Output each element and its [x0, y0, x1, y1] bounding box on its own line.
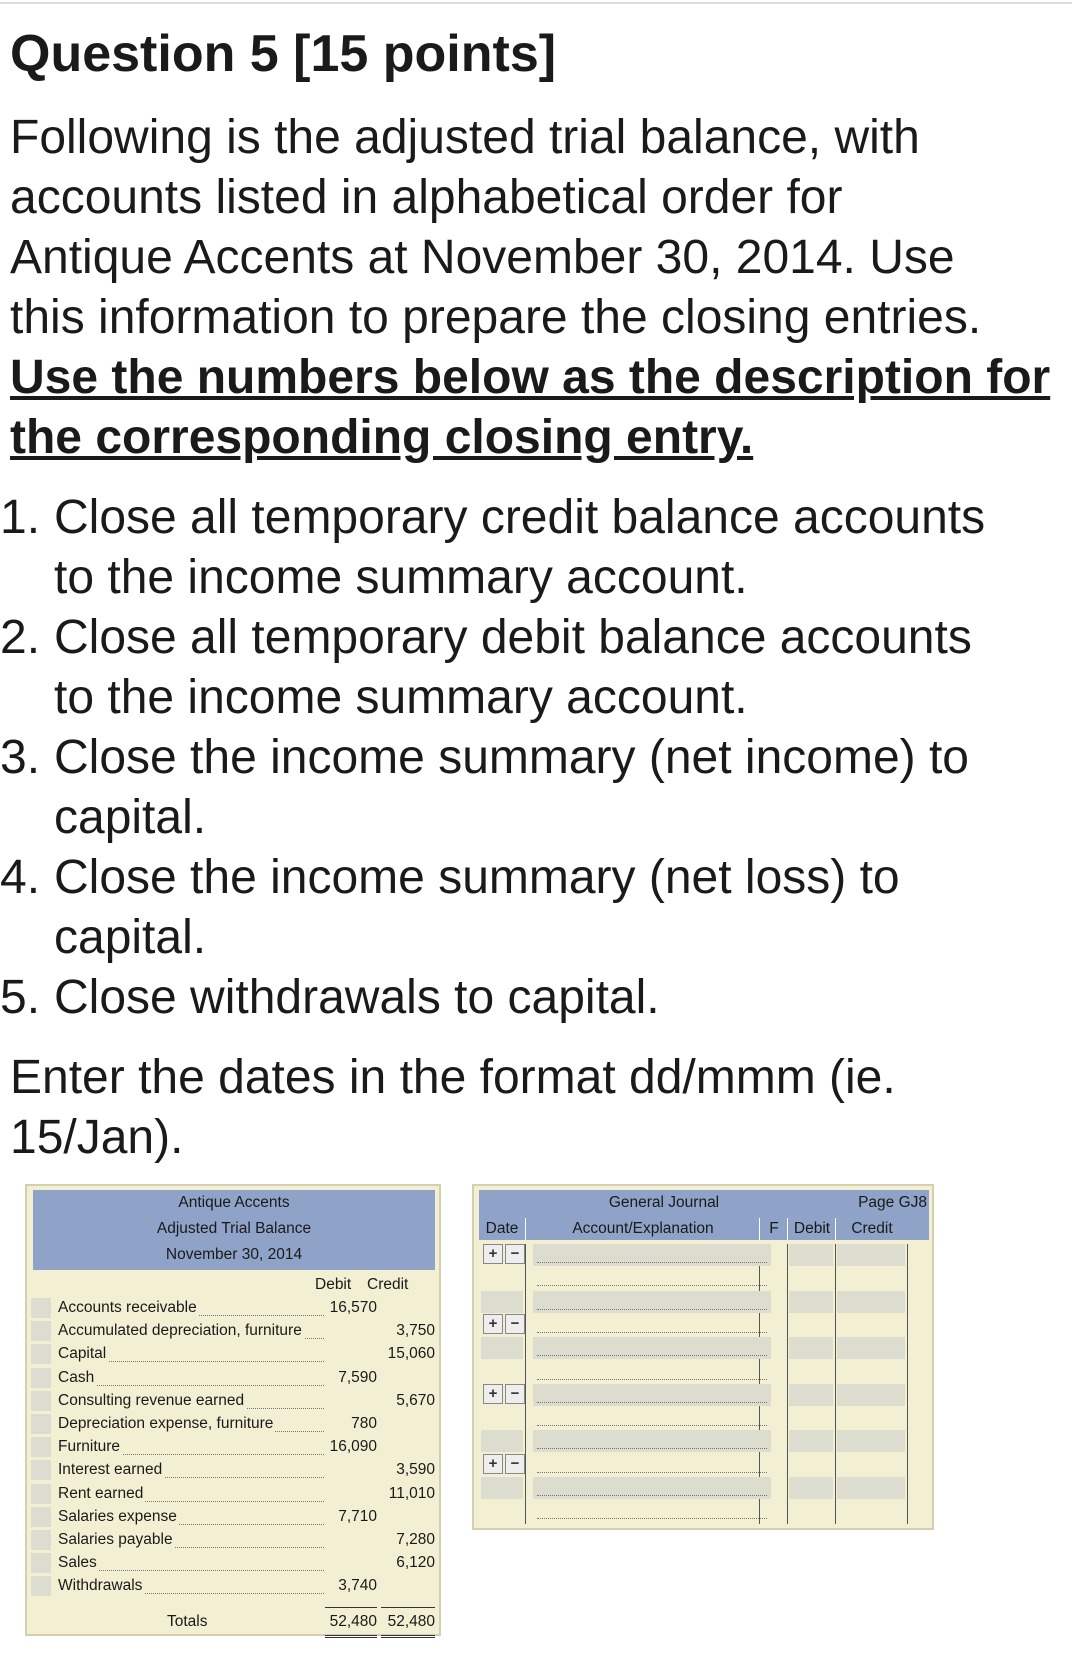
debit-input[interactable] [789, 1314, 833, 1336]
debit-input[interactable] [789, 1267, 833, 1289]
account-input[interactable] [533, 1337, 771, 1359]
account-input[interactable] [533, 1314, 771, 1336]
date-input[interactable] [481, 1361, 523, 1383]
trial-balance-row [27, 1482, 439, 1506]
statement-title: Adjusted Trial Balance [156, 1220, 312, 1237]
row-checkbox[interactable] [31, 1344, 51, 1364]
add-line-button[interactable]: + [483, 1244, 503, 1264]
debit-amount: 16,570 [329, 1299, 377, 1316]
trial-balance-row [27, 1505, 439, 1529]
credit-column-header: Credit [367, 1276, 409, 1293]
debit-amount: 3,740 [338, 1577, 377, 1595]
credit-amount: 6,120 [396, 1554, 435, 1572]
date-input[interactable] [481, 1267, 523, 1289]
credit-input[interactable] [837, 1407, 905, 1429]
intro-line: Antique Accents at November 30, 2014. Use [10, 231, 955, 284]
entry-buttons [483, 1314, 529, 1334]
account-name: Depreciation expense, furniture [58, 1415, 274, 1432]
row-checkbox[interactable] [31, 1321, 51, 1341]
debit-input[interactable] [789, 1500, 833, 1522]
debit-input[interactable] [789, 1454, 833, 1476]
intro-line: accounts listed in alphabetical order for [10, 171, 843, 224]
debit-column-header: Debit [315, 1276, 352, 1293]
journal-title: General Journal [608, 1194, 720, 1211]
journal-line [479, 1430, 929, 1452]
account-input[interactable] [533, 1384, 771, 1406]
journal-line [479, 1477, 929, 1499]
trial-balance-row [27, 1296, 439, 1320]
account-name: Withdrawals [58, 1577, 143, 1595]
credit-input[interactable] [837, 1430, 905, 1452]
credit-input[interactable] [837, 1384, 905, 1406]
journal-line [479, 1407, 929, 1429]
journal-line [479, 1244, 929, 1266]
statement-date: November 30, 2014 [165, 1246, 303, 1263]
journal-line [479, 1267, 929, 1289]
intro-line: Following is the adjusted trial balance, with [10, 111, 920, 164]
account-input[interactable] [533, 1361, 771, 1383]
account-name: Salaries expense [58, 1507, 177, 1525]
trial-balance-row [27, 1528, 439, 1552]
credit-input[interactable] [837, 1361, 905, 1383]
journal-line [479, 1454, 929, 1476]
closing-steps-list [0, 488, 1076, 1028]
credit-input[interactable] [837, 1454, 905, 1476]
credit-input[interactable] [837, 1267, 905, 1289]
row-checkbox[interactable] [31, 1414, 51, 1434]
general-journal-panel [472, 1184, 934, 1530]
trial-balance-row [27, 1389, 439, 1413]
trial-balance-row [27, 1574, 439, 1598]
account-name: Accumulated depreciation, furniture [58, 1322, 302, 1340]
debit-amount: 7,590 [338, 1368, 377, 1386]
add-line-button[interactable]: + [483, 1454, 503, 1474]
debit-amount: 16,090 [329, 1438, 377, 1456]
row-checkbox[interactable] [31, 1391, 51, 1411]
instruction-emphasis: Use the numbers below as the description for [10, 351, 1051, 404]
credit-input[interactable] [837, 1314, 905, 1336]
closing-step-5: 5. Close withdrawals to capital. [0, 971, 660, 1024]
account-name: Accounts receivable [58, 1299, 197, 1316]
row-checkbox[interactable] [31, 1507, 51, 1527]
journal-line [479, 1291, 929, 1313]
account-name: Rent earned [58, 1484, 144, 1502]
credit-input[interactable] [837, 1500, 905, 1522]
debit-input[interactable] [789, 1244, 833, 1266]
row-checkbox[interactable] [31, 1368, 51, 1388]
credit-amount: 3,590 [396, 1461, 435, 1479]
account-input[interactable] [533, 1430, 771, 1452]
row-checkbox[interactable] [31, 1437, 51, 1457]
trial-balance-row [27, 1319, 439, 1343]
debit-input[interactable] [789, 1407, 833, 1429]
date-input[interactable] [481, 1500, 523, 1522]
entry-buttons [483, 1244, 529, 1264]
entry-buttons [483, 1454, 529, 1474]
add-line-button[interactable]: + [483, 1314, 503, 1334]
journal-header [479, 1190, 929, 1240]
total-debit: 52,480 [323, 1610, 377, 1634]
trial-balance-row [27, 1366, 439, 1390]
debit-input[interactable] [789, 1291, 833, 1313]
account-name: Sales [58, 1554, 97, 1572]
date-column-header: Date [485, 1220, 519, 1237]
debit-input[interactable] [789, 1430, 833, 1452]
closing-step-1: 1. Close all temporary credit balance accounts to the income summary account. [0, 491, 986, 604]
credit-amount: 11,010 [388, 1484, 435, 1502]
date-input[interactable] [481, 1407, 523, 1429]
journal-entry-grid [479, 1244, 929, 1524]
date-input[interactable] [481, 1430, 523, 1452]
debit-amount: 7,710 [338, 1507, 377, 1525]
account-column-header: Account/Explanation [525, 1218, 760, 1240]
row-checkbox[interactable] [31, 1484, 51, 1504]
trial-balance-header [33, 1190, 435, 1270]
intro-line: this information to prepare the closing entries. [10, 291, 982, 344]
account-input[interactable] [533, 1500, 771, 1522]
date-format-note: Enter the dates in the format dd/mmm (ie. 15/Jan). [10, 1051, 896, 1164]
totals-label: Totals [167, 1613, 208, 1630]
debit-input[interactable] [789, 1337, 833, 1359]
journal-line [479, 1384, 929, 1406]
trial-balance-row [27, 1551, 439, 1575]
trial-balance-row [27, 1435, 439, 1459]
date-input[interactable] [481, 1291, 523, 1313]
trial-balance-row [27, 1412, 439, 1436]
credit-column-header: Credit [835, 1218, 908, 1240]
question-title: Question 5 [15 points] [10, 25, 557, 83]
trial-balance-row [27, 1342, 439, 1366]
journal-line [479, 1314, 929, 1336]
totals-row [27, 1610, 439, 1634]
row-checkbox[interactable] [31, 1576, 51, 1596]
trial-balance-row [27, 1458, 439, 1482]
debit-input[interactable] [789, 1361, 833, 1383]
journal-line [479, 1361, 929, 1383]
entry-buttons [483, 1384, 529, 1404]
credit-amount: 15,060 [387, 1345, 435, 1363]
date-input[interactable] [481, 1477, 523, 1499]
remove-line-button[interactable]: − [505, 1454, 525, 1474]
journal-page-number: Page GJ8 [858, 1194, 927, 1211]
account-input[interactable] [533, 1244, 771, 1266]
account-name: Salaries payable [58, 1531, 173, 1548]
remove-line-button[interactable]: − [505, 1244, 525, 1264]
journal-line [479, 1337, 929, 1359]
account-input[interactable] [533, 1267, 771, 1289]
account-name: Consulting revenue earned [58, 1391, 245, 1409]
account-name: Capital [58, 1345, 107, 1363]
company-name: Antique Accents [178, 1194, 290, 1211]
debit-input[interactable] [789, 1384, 833, 1406]
account-input[interactable] [533, 1407, 771, 1429]
date-input[interactable] [481, 1337, 523, 1359]
debit-amount: 780 [351, 1415, 377, 1432]
remove-line-button[interactable]: − [505, 1314, 525, 1334]
row-checkbox[interactable] [31, 1553, 51, 1573]
row-checkbox[interactable] [31, 1298, 51, 1318]
credit-input[interactable] [837, 1337, 905, 1359]
journal-line [479, 1500, 929, 1522]
closing-step-3: 3. Close the income summary (net income) to capital. [0, 731, 969, 844]
credit-input[interactable] [837, 1291, 905, 1313]
row-checkbox[interactable] [31, 1460, 51, 1480]
question-intro [10, 108, 1076, 468]
credit-amount: 3,750 [396, 1322, 435, 1340]
account-input[interactable] [533, 1454, 771, 1476]
account-name: Interest earned [58, 1461, 163, 1479]
account-name: Furniture [58, 1438, 121, 1456]
account-input[interactable] [533, 1477, 771, 1499]
total-credit: 52,480 [379, 1610, 435, 1634]
add-line-button[interactable]: + [483, 1384, 503, 1404]
instruction-emphasis: the corresponding closing entry. [10, 411, 754, 464]
remove-line-button[interactable]: − [505, 1384, 525, 1404]
trial-balance-panel [25, 1184, 441, 1636]
closing-step-2: 2. Close all temporary debit balance accounts to the income summary account. [0, 611, 972, 724]
f-column-header: F [759, 1218, 788, 1240]
credit-amount: 7,280 [396, 1531, 435, 1548]
row-checkbox[interactable] [31, 1530, 51, 1550]
closing-step-4: 4. Close the income summary (net loss) to capital. [0, 851, 900, 964]
account-name: Cash [58, 1368, 95, 1386]
top-divider [0, 2, 1072, 4]
debit-input[interactable] [789, 1477, 833, 1499]
debit-column-header: Debit [787, 1218, 836, 1240]
credit-amount: 5,670 [396, 1391, 435, 1409]
credit-input[interactable] [837, 1477, 905, 1499]
account-input[interactable] [533, 1291, 771, 1313]
credit-input[interactable] [837, 1244, 905, 1266]
